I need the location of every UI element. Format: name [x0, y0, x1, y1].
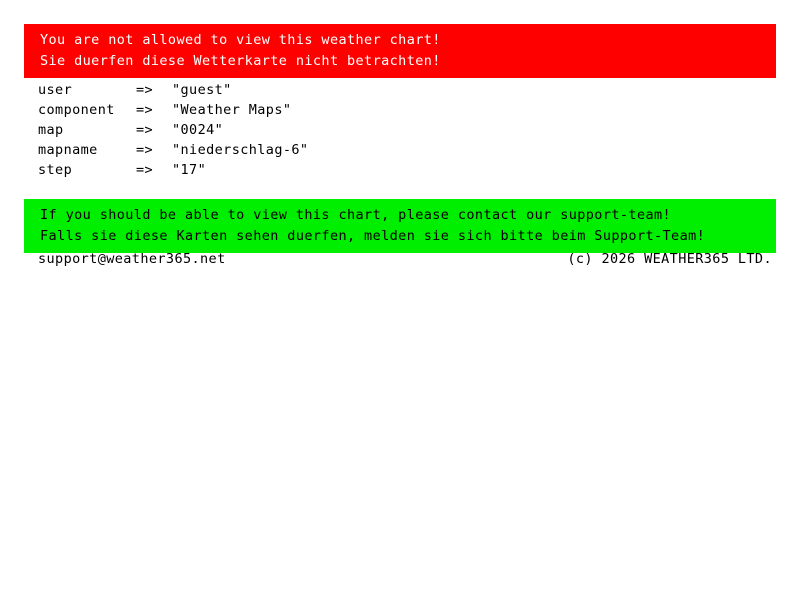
support-banner: [24, 199, 776, 253]
error-banner-line-en: You are not allowed to view this weather chart!: [40, 32, 441, 48]
parameter-row-step: [38, 160, 308, 180]
parameter-value: "0024": [172, 122, 224, 138]
parameter-key: user: [38, 82, 73, 98]
footer: [38, 251, 772, 267]
parameter-value: "guest": [172, 82, 232, 98]
parameter-key: component: [38, 102, 115, 118]
support-email-link[interactable]: support@weather365.net: [38, 251, 226, 267]
parameter-row-component: [38, 100, 308, 120]
parameter-key: mapname: [38, 142, 98, 158]
parameter-list: [38, 80, 308, 180]
parameter-key: map: [38, 122, 64, 138]
copyright-text: (c) 2026 WEATHER365 LTD.: [567, 251, 772, 267]
error-banner: [24, 24, 776, 78]
parameter-value: "Weather Maps": [172, 102, 292, 118]
parameter-arrow: =>: [136, 102, 154, 118]
parameter-arrow: =>: [136, 82, 154, 98]
parameter-row-mapname: [38, 140, 308, 160]
error-banner-line-de: Sie duerfen diese Wetterkarte nicht betrachten!: [40, 53, 441, 69]
parameter-value: "niederschlag-6": [172, 142, 309, 158]
parameter-value: "17": [172, 162, 207, 178]
parameter-arrow: =>: [136, 142, 154, 158]
support-banner-line-en: If you should be able to view this chart, please contact our support-team!: [40, 207, 672, 223]
parameter-arrow: =>: [136, 162, 154, 178]
parameter-arrow: =>: [136, 122, 154, 138]
parameter-row-user: [38, 80, 308, 100]
support-banner-line-de: Falls sie diese Karten sehen duerfen, melden sie sich bitte beim Support-Team!: [40, 228, 706, 244]
parameter-row-map: [38, 120, 308, 140]
parameter-key: step: [38, 162, 73, 178]
